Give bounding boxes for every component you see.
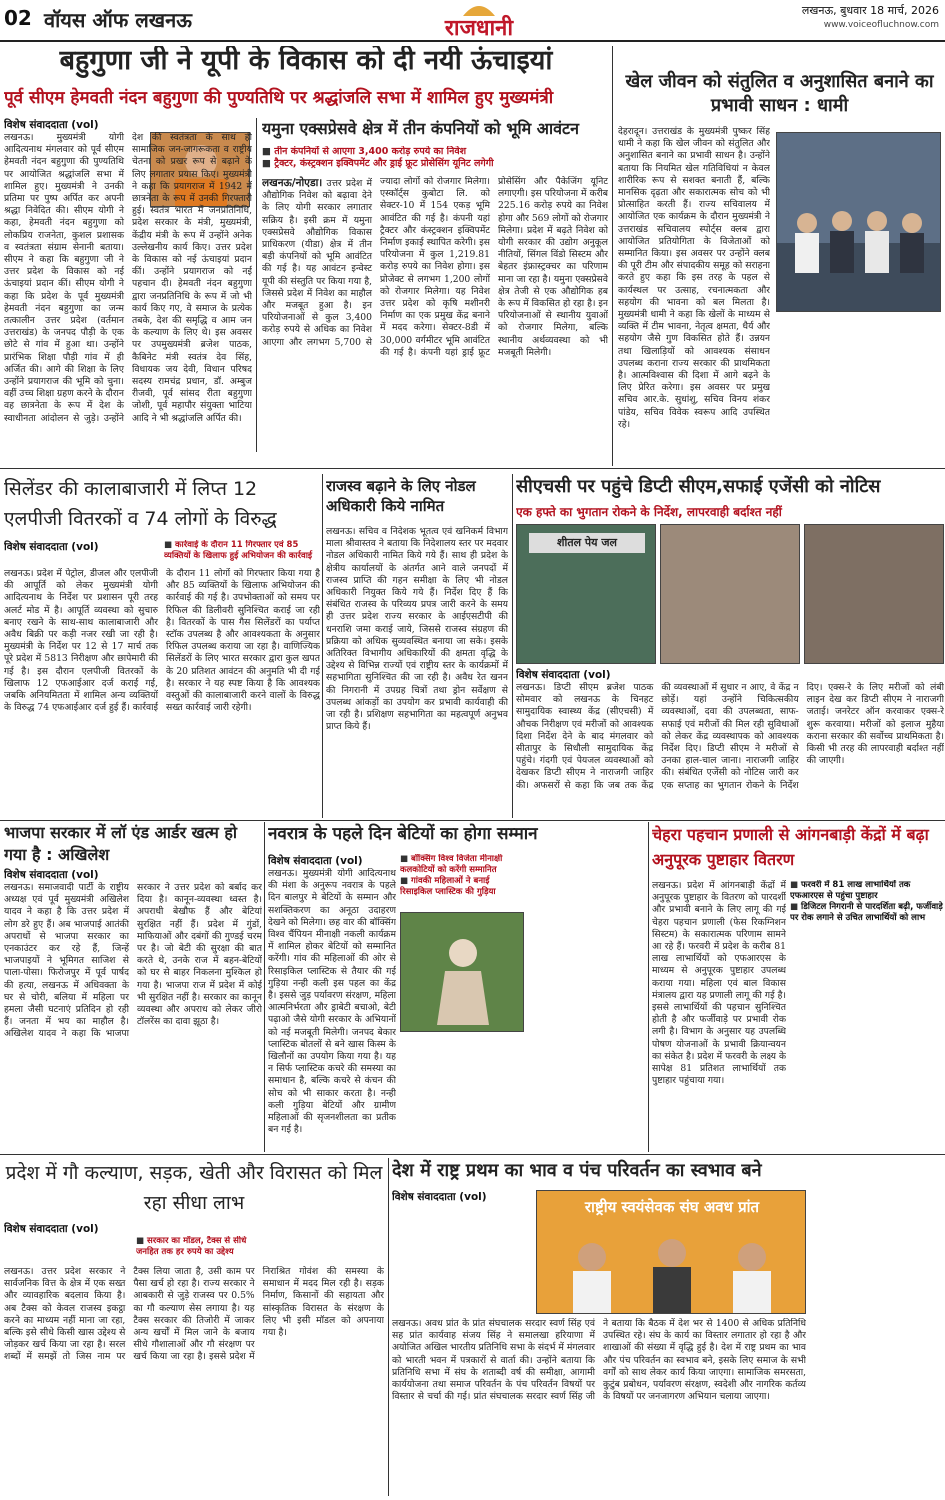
article9-headline: चेहरा पहचान प्रणाली से आंगनबाड़ी केंद्रों में बढ़ा अनुपूरक पुष्टाहार वितरण xyxy=(652,825,929,869)
section-rule xyxy=(0,468,945,469)
column-rule xyxy=(322,474,323,818)
article5-headline: राजस्व बढ़ाने के लिए नोडल अधिकारी किये नामित xyxy=(326,477,476,515)
article9-bullet: ■ फरवरी में 81 लाख लाभार्थियों तक एफआरएस से पहुंचा पुष्टाहार xyxy=(790,880,944,902)
article8-byline: विशेष संवाददाता (vol) xyxy=(268,855,363,866)
article9-headline-wrap xyxy=(652,822,944,876)
article2-headline: यमुना एक्सप्रेसवे क्षेत्र में तीन कंपनियों को भूमि आवंटन xyxy=(262,119,579,138)
article11-body: लखनऊ। अवध प्रांत के प्रांत संघचालक सरदार स्वर्ण सिंह एवं सह प्रांत कार्यवाह संजय सिंह ने समालखा हरियाणा में अयोजित अखिल भारतीय प्रतिनिधि सभा के संदर्भ में मंगलवार को भारती भवन में पत्रकारों से वार्ता की। उन्होंने बताया कि प्रतिनिधि सभा में संघ के शताब्दी वर्ष की समीक्षा, आगामी कार्ययोजना तथा समाज परिवर्तन के पंच परिवर्तन विषयों पर विस्तार से चर्चा की गई। प्रांत संघचालक सरदार स्वर्ण सिंह जी ने बताया कि बैठक में देश भर से 1400 से अधिक प्रतिनिधि उपस्थित रहे। संघ के कार्य का विस्तार लगातार हो रहा है और शाखाओं की संख्या में वृद्धि हुई है। देश में राष्ट्र प्रथम का भाव और पंच परिवर्तन का स्वभाव बने, इसके लिए समाज के सभी वर्गों को साथ लेकर कार्य किया जाएगा। सामाजिक समरसता, कुटुंब प्रबोधन, पर्यावरण संरक्षण, स्वदेशी और नागरिक कर्तव्य के विषयों पर जनजागरण अभियान चलाया जाएगा। xyxy=(392,1318,806,1403)
article10-headline: प्रदेश में गौ कल्याण, सड़क, खेती और विरासत को मिल रहा सीधा लाभ xyxy=(5,1162,383,1214)
article11-photo xyxy=(536,1190,806,1314)
article6-body: लखनऊ। डिप्टी सीएम ब्रजेश पाठक सोमवार को लखनऊ के चिनहट सामुदायिक स्वास्थ्य केंद्र (सीएचसी) में औचक निरीक्षण एवं मरीजों को आवश्यक दिशा निर्देश देने के बाद मंगलवार को सीतापुर के सिधौली सामुदायिक केंद्र पहुंचे। गंदगी एवं पेयजल व्यवस्थाओं को देखकर डिप्टी सीएम ने नाराजगी जाहिर की। अफसरों से कहा कि जब तक केंद्र की व्यवस्थाओं में सुधार न आए, वे केंद्र न छोड़ें। यहां उन्होंने चिकित्सकीय व्यवस्थाओं, दवा की उपलब्धता, साफ-सफाई एवं मरीजों की मिल रही सुविधाओं को लेकर केंद्र व्यवस्थापक को आवश्यक निर्देश दिए। डिप्टी सीएम ने मरीजों से उनका हाल-चाल जाना। नाराजगी जाहिर की। संबंधित एजेंसी को नोटिस जारी कर एक सप्ताह का भुगतान रोकने के निर्देश दिए। एक्स-रे के लिए मरीजों को लंबी लाइन देख कर डिप्टी सीएम ने नाराजगी जताई। जनरेटर ऑन करवाकर एक्स-रे शुरू करवाया। मरीजों को इलाज मुहैया कराना सरकार की सर्वोच्च प्राथमिकता है। किसी भी तरह की लापरवाही बर्दाश्त नहीं की जाएगी। xyxy=(516,682,944,791)
article5-headline-wrap xyxy=(326,476,506,522)
article11-headline-wrap xyxy=(392,1158,944,1186)
article3-headline-wrap xyxy=(618,70,941,122)
website-url: www.voiceofluchnow.com xyxy=(823,20,939,30)
article6-byline-wrap xyxy=(516,668,666,680)
article11-body-col2 xyxy=(810,1190,944,1496)
article11-byline-wrap xyxy=(392,1190,532,1202)
article6-photo-caption: शीतल पेय जल xyxy=(529,533,645,553)
article1-headline: बहुगुणा जी ने यूपी के विकास को दी नयी ऊंचाइयां xyxy=(59,46,553,76)
group-photo-icon xyxy=(777,133,941,312)
column-rule xyxy=(612,46,613,466)
article4-headline-wrap xyxy=(4,474,320,538)
article4-byline-wrap xyxy=(4,540,154,552)
article10-headline-wrap xyxy=(4,1158,384,1220)
page-number: 02 xyxy=(4,6,32,30)
article1-subhead: पूर्व सीएम हेमवती नंदन बहुगुणा की पुण्यतिथि पर श्रद्धांजलि सभा में शामिल हुए मुख्यमंत्री xyxy=(4,88,554,108)
article7-byline-wrap xyxy=(4,868,262,880)
column-rule xyxy=(512,474,513,818)
press-conference-photo-icon xyxy=(537,1191,806,1314)
article9-body: लखनऊ। प्रदेश में आंगनबाड़ी केंद्रों में अनुपूरक पुष्टाहार के वितरण को पारदर्शी और प्रभावी बनाने के लिए लागू की गई चेहरा पहचान प्रणाली (फेस रिकग्निशन सिस्टम) के सकारात्मक परिणाम सामने आ रहे हैं। फरवरी में प्रदेश के करीब 81 लाख लाभार्थियों को एफआरएस के माध्यम से अनुपूरक पुष्टाहार उपलब्ध कराया गया। महिला एवं बाल विकास मंत्रालय द्वारा यह प्रणाली लागू की गई है। इससे लाभार्थियों की पहचान सुनिश्चित होती है और फर्जीवाड़े पर प्रभावी रोक लगी है। विभाग के अनुसार यह उपलब्धि पोषण योजनाओं के प्रभावी क्रियान्वयन का संकेत है। प्रदेश में फरवरी के लक्ष्य के सापेक्ष 81 प्रतिशत लाभार्थियों तक पुष्टाहार पहुंचाया गया। xyxy=(652,880,786,1087)
article4-body: लखनऊ। प्रदेश में पेट्रोल, डीजल और एलपीजी की आपूर्ति को लेकर मुख्यमंत्री योगी आदित्यनाथ के निर्देश पर प्रशासन पूरी तरह अलर्ट मोड में है। आपूर्ति व्यवस्था को सुचारु बनाए रखने के साथ-साथ कालाबाजारी और अवैध बिक्री पर कड़ी नजर रखी जा रही है। मुख्यमंत्री के निर्देश पर 12 से 17 मार्च तक पूरे प्रदेश में 5813 निरीक्षण और छापेमारी की गई है। इस दौरान एलपीजी वितरकों के खिलाफ 12 एफआईआर दर्ज कराई गई, जबकि अनियमितता में शामिल अन्य व्यक्तियों के विरुद्ध 74 एफआईआर दर्ज हुई हैं। कार्रवाई के दौरान 11 लोगों को गिरफ्तार किया गया है और 85 व्यक्तियों के खिलाफ अभियोजन की कार्रवाई की गई है। उपभोक्ताओं को समय पर रिफिल की डिलीवरी सुनिश्चित कराई जा रही है। वितरकों के पास गैस सिलेंडरों का पर्याप्त स्टॉक उपलब्ध है और आवश्यकता के अनुसार रिफिल उपलब्ध कराया जा रहा है। वाणिज्यिक सिलेंडरों के लिए भारत सरकार द्वारा कुल खपत के 20 प्रतिशत आवंटन की अनुमति भी दी गई है। सरकार ने यह स्पष्ट किया है कि आवश्यक वस्तुओं की कालाबाजारी करने वालों के विरुद्ध सख्त कार्रवाई जारी रहेगी। xyxy=(4,568,320,714)
article8-photo xyxy=(400,912,524,1032)
article1-headline-wrap xyxy=(4,46,608,80)
article7-body: लखनऊ। समाजवादी पार्टी के राष्ट्रीय अध्यक्ष एवं पूर्व मुख्यमंत्री अखिलेश यादव ने कहा है कि उत्तर प्रदेश में लोग डरे हुए हैं। अब भाजपाई आतंकी अपराधों से भाजपा सरकार का एनकाउंटर कर रहे हैं, जिन्हें भाजपाइयों ने भूमिगत साजिश से पाला-पोसा। फिरोजपुर में पूर्व पार्षद की हत्या, लखनऊ में अधिवक्ता के घर से चोरी, बलिया में महिला पर हमला जैसी घटनाएं प्रतिदिन हो रही हैं। जनता में भय का माहौल है। अखिलेश यादव ने कहा कि भाजपा सरकार ने उत्तर प्रदेश को बर्बाद कर दिया है। कानून-व्यवस्था ध्वस्त है। अपराधी बेखौफ हैं और बेटियां सुरक्षित नहीं हैं। प्रदेश में गुंडों, माफियाओं और दबंगों की गुण्डई चरम पर है। जो बेटी की सुरक्षा की बात करते थे, उनके राज में बहन-बेटियों को घर से बाहर निकलना मुश्किल हो गया है। भाजपा राज में प्रदेश में कोई भी सुरक्षित नहीं है। सरकार का कानून व्यवस्था और अपराध को लेकर जीरो टॉलरेंस का दावा झूठा है। xyxy=(4,882,262,1040)
article10-byline: विशेष संवाददाता (vol) xyxy=(4,1223,99,1234)
article1-subhead-wrap xyxy=(4,86,608,114)
article6-photo-left xyxy=(516,524,656,664)
article6-byline: विशेष संवाददाता (vol) xyxy=(516,669,611,680)
article10-byline-wrap xyxy=(4,1222,164,1234)
article10-bullet: ■ सरकार का मॉडल, टैक्स से सीधे जनहित तक हर रुपये का उद्देश्य xyxy=(136,1236,256,1258)
article2-headline-wrap xyxy=(262,118,608,144)
article5-body: लखनऊ। सचिव व निदेशक भूतत्व एवं खनिकर्म विभाग माला श्रीवास्तव ने बताया कि निदेशालय स्तर पर मदवार नोडल अधिकारी नामित किये गये हैं। साथ ही प्रदेश के क्षेत्रीय कार्यालयों के अंतर्गत आने वाले जनपदों में राजस्व प्राप्ति की गहन समीक्षा के लिए भी नोडल अधिकारी नियुक्त किये गये हैं। निर्देश दिए हैं कि संबंधित राजस्व के परिव्यय प्रपत्र जारी करने के समय ही उत्तर प्रदेश राज्य सरकार के आईएसटीपी की धनराशि जमा कराई जाये, जिससे राजस्व संग्रहण की प्रक्रिया को अधिक सुव्यवस्थित बनाया जा सके। इसके अतिरिक्त विभागीय अधिकारियों की क्षमता वृद्धि के उद्देश्य से विभिन्न राज्यों एवं राष्ट्रीय स्तर के कार्यक्रमों में सहभागिता सुनिश्चित की जा रही है। अवैध रेत खनन की निगरानी में उपग्रह चित्रों तथा ड्रोन सर्वेक्षण से उपलब्ध आंकड़ों का उपयोग कर प्रभावी कार्यवाही की जा रही है। प्रशिक्षण सहभागिता का महत्वपूर्ण अनुभव प्राप्त किये हैं। xyxy=(326,526,508,733)
article3-photo xyxy=(776,132,941,312)
article8-bullets xyxy=(400,854,524,910)
article7-headline: भाजपा सरकार में लॉ एंड आर्डर खत्म हो गया है : अखिलेश xyxy=(4,823,238,864)
article3-headline: खेल जीवन को संतुलित व अनुशासित बनाने का प्रभावी साधन : धामी xyxy=(625,71,934,116)
article2-body xyxy=(262,176,608,452)
article6-photo-center xyxy=(660,524,800,664)
article1-body: लखनऊ। मुख्यमंत्री योगी आदित्यनाथ मंगलवार को पूर्व सीएम हेमवती नंदन बहुगुणा की पुण्यतिथि पर आयोजित श्रद्धांजलि सभा में शामिल हुए। मुख्यमंत्री ने उनकी प्रतिमा पर पुष्प अर्पित कर अपनी श्रद्धा निवेदित की। सीएम योगी ने कहा, हेमवती नंदन बहुगुणा को लोकप्रिय राजनेता, कुशल प्रशासक व स्वतंत्रता संग्राम सेनानी बताया। सीएम ने कहा कि बहुगुणा जी ने उत्तर प्रदेश के विकास को नई ऊंचाइयां प्रदान कीं। सीएम योगी ने कहा कि प्रदेश के पूर्व मुख्यमंत्री हेमवती नंदन बहुगुणा का जन्म तत्कालीन उत्तर प्रदेश (वर्तमान उत्तराखंड) के जनपद पौड़ी के एक छोटे से गांव में हुआ था। उन्होंने प्रारंभिक शिक्षा पौड़ी गांव में ही अर्जित की। आगे की शिक्षा के लिए उन्होंने प्रयागराज की भूमि को चुना। वहीं उच्च शिक्षा ग्रहण करने के दौरान वह छात्रनेता के रूप में देश के स्वाधीनता आंदोलन से जुड़े। उन्होंने देश की स्वतंत्रता के साथ ही सामाजिक जन-जागरूकता व राष्ट्रीय चेतना को प्रखर रूप से बढ़ाने के लिए लगातार प्रयास किए। मुख्यमंत्री ने कहा कि प्रयागराज में 1942 में छात्रनेता के रूप में उनकी गिरफ्तारी हुई। स्वतंत्र भारत में जनप्रतिनिधि, प्रदेश सरकार के मंत्री, मुख्यमंत्री, केंद्रीय मंत्री के रूप में उन्होंने अनेक उल्लेखनीय कार्य किए। उत्तर प्रदेश के विकास को नई ऊंचाइयां प्रदान कीं। उन्होंने प्रयागराज को नई पहचान दी। हेमवती नंदन बहुगुणा द्वारा जनप्रतिनिधि के रूप में जो भी कार्य किए गए, वे समाज के प्रत्येक तबके, देश की समृद्धि व आम जन के कल्याण के लिए थे। इस अवसर पर उपमुख्यमंत्री ब्रजेश पाठक, कैबिनेट मंत्री स्वतंत्र देव सिंह, विधायक जय देवी, विधान परिषद सदस्य रामचंद्र प्रधान, डॉ. अम्बुज रीजवी, पूर्व सांसद रीता बहुगुणा जोशी, पूर्व महापौर संयुक्ता भाटिया आदि ने भी श्रद्धांजलि अर्पित की। xyxy=(4,132,252,424)
date-text: लखनऊ, बुधवार 18 मार्च, 2026 xyxy=(801,4,939,17)
masthead xyxy=(0,0,945,42)
article8-bullet: ■ बॉक्सिंग विश्व विजेता मीनाक्षी कलकोटियों को करेंगी सम्मानित xyxy=(400,854,524,876)
article10-bullets xyxy=(136,1236,256,1264)
article2-bullet: ■ ट्रैक्टर, कंस्ट्रक्शन इक्विपमेंट और ड्राई फ्रूट प्रोसेसिंग यूनिट लगेगी xyxy=(262,158,608,170)
article2-text: उत्तर प्रदेश में औद्योगिक निवेश को बढ़ावा देने के लिए योगी सरकार लगातार सक्रिय है। इसी क्रम में यमुना एक्सप्रेसवे औद्योगिक विकास प्राधिकरण (यीडा) क्षेत्र में तीन बड़ी कंपनियों को भूमि आवंटित की गई है। यह आवंटन इन्वेस्ट यूपी की संस्तुति पर किया गया है, जिससे प्रदेश में निवेश का माहौल और मजबूत हुआ है। इन परियोजनाओं से कुल 3,400 करोड़ रुपये से अधिक का निवेश आएगा और लगभग 5,700 से ज्यादा लोगों को रोजगार मिलेगा। एस्कॉर्ट्स कुबोटा लि. को सेक्टर-10 में 154 एकड़ भूमि आवंटित की गई है। कंपनी यहां ट्रैक्टर और कंस्ट्रक्शन इक्विपमेंट निर्माण इकाई स्थापित करेगी। इस परियोजना में कुल 1,219.81 करोड़ रुपये का निवेश होगा। इस प्रोजेक्ट से लगभग 1,200 लोगों को रोजगार मिलेगा। यह निवेश उत्तर प्रदेश को कृषि मशीनरी निर्माण का एक प्रमुख केंद्र बनाने में मदद करेगा। सेक्टर-8डी में 30,000 वर्गमीटर भूमि आवंटित की गई है। कंपनी यहां ड्राई फ्रूट प्रोसेसिंग और पैकेजिंग यूनिट लगाएगी। इस परियोजना में करीब 225.16 करोड़ रुपये का निवेश होगा और 569 लोगों को रोजगार मिलेगा। प्रदेश में बढ़ते निवेश को योगी सरकार की उद्योग अनुकूल नीतियों, सिंगल विंडो सिस्टम और बेहतर इंफ्रास्ट्रक्चर का परिणाम माना जा रहा है। यमुना एक्सप्रेसवे क्षेत्र तेजी से एक औद्योगिक हब के रूप में विकसित हो रहा है। इन परियोजनाओं से स्थानीय युवाओं को रोजगार मिलेगा, बल्कि स्थानीय अर्थव्यवस्था को भी मजबूती मिलेगी। xyxy=(262,176,608,358)
article6-headline-wrap xyxy=(516,474,944,504)
section-title: वॉयस ऑफ लखनऊ xyxy=(44,8,192,32)
article2-bullet: ■ तीन कंपनियों से आएगा 3,400 करोड़ रुपये का निवेश xyxy=(262,146,608,158)
article10-body: लखनऊ। उत्तर प्रदेश सरकार ने सार्वजनिक वित्त के क्षेत्र में एक सख्त और व्यावहारिक बदलाव किया है। अब टैक्स को केवल राजस्व इकट्ठा करने का माध्यम नहीं माना जा रहा, बल्कि इसे सीधे किसी खास उद्देश्य से जोड़कर खर्च किया जा रहा है। सरल शब्दों में समझें तो जिस नाम पर टैक्स लिया जाता है, उसी काम पर पैसा खर्च हो रहा है। राज्य सरकार ने आबकारी से जुड़े राजस्व पर 0.5% का गौ कल्याण सेस लगाया है। यह टैक्स सरकार की तिजोरी में जाकर अन्य खर्चों में मिल जाने के बजाय सीधे गौशालाओं और गौ संरक्षण पर खर्च किया जा रहा है। इससे प्रदेश में निराश्रित गोवंश की समस्या के समाधान में मदद मिल रही है। सड़क निर्माण, किसानों की सहायता और सांस्कृतिक विरासत के संरक्षण के लिए भी इसी मॉडल को अपनाया गया है। xyxy=(4,1266,384,1363)
article8-headline-wrap xyxy=(268,822,644,850)
logo-text: राजधानी xyxy=(444,16,514,41)
article6-subhead-wrap xyxy=(516,504,944,522)
article8-bullet: ■ गांवकी महिलाओं ने बनाई रिसाइकिल प्लास्टिक की गुड़िया xyxy=(400,876,524,898)
column-rule xyxy=(264,822,265,1152)
column-rule xyxy=(256,118,257,452)
article4-bullet: ■ कार्रवाई के दौरान 11 गिरफ्तार एवं 85 व्यक्तियों के खिलाफ हुई अभियोजन की कार्रवाई xyxy=(164,540,320,562)
article1-byline-wrap xyxy=(4,118,252,130)
article7-byline: विशेष संवाददाता (vol) xyxy=(4,869,99,880)
article4-headline: सिलेंडर की कालाबाजारी में लिप्त 12 एलपीजी वितरकों व 74 लोगों के विरुद्ध xyxy=(4,478,277,530)
newspaper-logo xyxy=(434,2,524,41)
article8-body-col2 xyxy=(528,854,644,1152)
column-rule xyxy=(388,1158,389,1496)
article11-byline: विशेष संवाददाता (vol) xyxy=(392,1191,487,1202)
article6-headline: सीएचसी पर पहुंचे डिप्टी सीएम,सफाई एजेंसी को नोटिस xyxy=(516,476,881,497)
article2-dateline: लखनऊ/नोएडा। xyxy=(262,177,323,189)
section-rule xyxy=(0,820,945,821)
article11-photo-caption: राष्ट्रीय स्वयंसेवक संघ अवध प्रांत xyxy=(584,1198,760,1216)
article11-headline: देश में राष्ट्र प्रथम का भाव व पंच परिवर्तन का स्वभाव बने xyxy=(392,1160,762,1181)
article2-bullets xyxy=(262,146,608,174)
article4-byline: विशेष संवाददाता (vol) xyxy=(4,541,99,552)
dateline xyxy=(802,4,939,32)
column-rule xyxy=(648,822,649,1152)
article7-headline-wrap xyxy=(4,822,262,866)
section-rule xyxy=(0,1154,945,1155)
doll-photo-icon xyxy=(401,913,524,1032)
article6-subhead: एक हफ्ते का भुगतान रोकने के निर्देश, लापरवाही बर्दाश्त नहीं xyxy=(516,505,782,519)
article9-bullet: ■ डिजिटल निगरानी से पारदर्शिता बढ़ी, फर्जीवाड़े पर रोक लगाने से उचित लाभार्थियों को लाभ xyxy=(790,902,944,924)
article9-bullets xyxy=(790,880,944,942)
article8-byline-wrap xyxy=(268,854,398,866)
article8-headline: नवरात्र के पहले दिन बेटियों का होगा सम्मान xyxy=(268,824,538,844)
article3-body: देहरादून। उत्तराखंड के मुख्यमंत्री पुष्कर सिंह धामी ने कहा कि खेल जीवन को संतुलित और अनुशासित बनाने का प्रभावी साधन है। उन्होंने बताया कि नियमित खेल गतिविधियां न केवल शारीरिक रूप से सशक्त बनाती हैं, बल्कि मानसिक दृढ़ता और सकारात्मक सोच को भी प्रोत्साहित करती हैं। राज्य सचिवालय में आयोजित एक कार्यक्रम के दौरान मुख्यमंत्री ने उत्तराखंड सचिवालय स्पोर्ट्स क्लब द्वारा आयोजित प्रतियोगिता के विजेताओं को सम्मानित किया। इस अवसर पर उन्होंने क्लब की पूरी टीम और संपादकीय समूह को सराहना करते हुए कहा कि इस तरह के पहल से कार्यस्थल पर उत्साह, रचनात्मकता और सहयोग की भावना को बल मिलता है। मुख्यमंत्री धामी ने कहा कि खेलों के माध्यम से व्यक्ति में टीम भावना, नेतृत्व क्षमता, धैर्य और सहयोग जैसे गुण विकसित होते हैं। उन्नयन तथा खिलाड़ियों को आवश्यक संसाधन उपलब्ध कराना राज्य सरकार की प्राथमिकता है। आत्मविश्वास की दिशा में आगे बढ़ने के लिए प्रेरित करेगा। इस अवसर पर प्रमुख सचिव आर.के. सुधांशु, सचिव विनय शंकर पांडेय, सचिव विवेक स्वरूप आदि उपस्थित रहे। xyxy=(618,126,770,430)
article1-byline: विशेष संवाददाता (vol) xyxy=(4,119,99,130)
article6-photo-right xyxy=(804,524,944,664)
article4-bullets xyxy=(164,540,320,566)
article8-body: लखनऊ। मुख्यमंत्री योगी आदित्यनाथ की मंशा के अनुरूप नवरात्र के पहले दिन बालपुर मे बेटियों के सम्मान और सशक्तिकरण का अनूठा उदाहरण देखने को मिलेगा। छह वार की बॉक्सिंग विश्व चैंपियन मीनाक्षी नकली कार्यक्रम में शामिल होकर बेटियों को सम्मानित करेंगी। गांव की महिलाओं की ओर से रिसाइकिल प्लास्टिक से तैयार की गई गुड़िया नन्ही कली इस पहल का केंद्र है। इससे जुड़ पर्यावरण संरक्षण, महिला आत्मनिर्भरता और ड्राबेटी बचाओ, बेटी पढ़ाओ जैसे योगी सरकार के अभियानों को नई मजबूती मिलेगी। जनपद बेकार प्लास्टिक बोतलों से बने खास किस्म के खिलौनों का उपयोग किया गया है। यह न सिर्फ प्लास्टिक कचरे की समस्या का समाधान है, बल्कि कचरे से कंचन की सोच को भी साकार करता है। नन्ही कली गुड़िया बेटियों और ग्रामीण महिलाओं की सृजनशीलता का प्रतीक बन गई है। xyxy=(268,868,396,1136)
